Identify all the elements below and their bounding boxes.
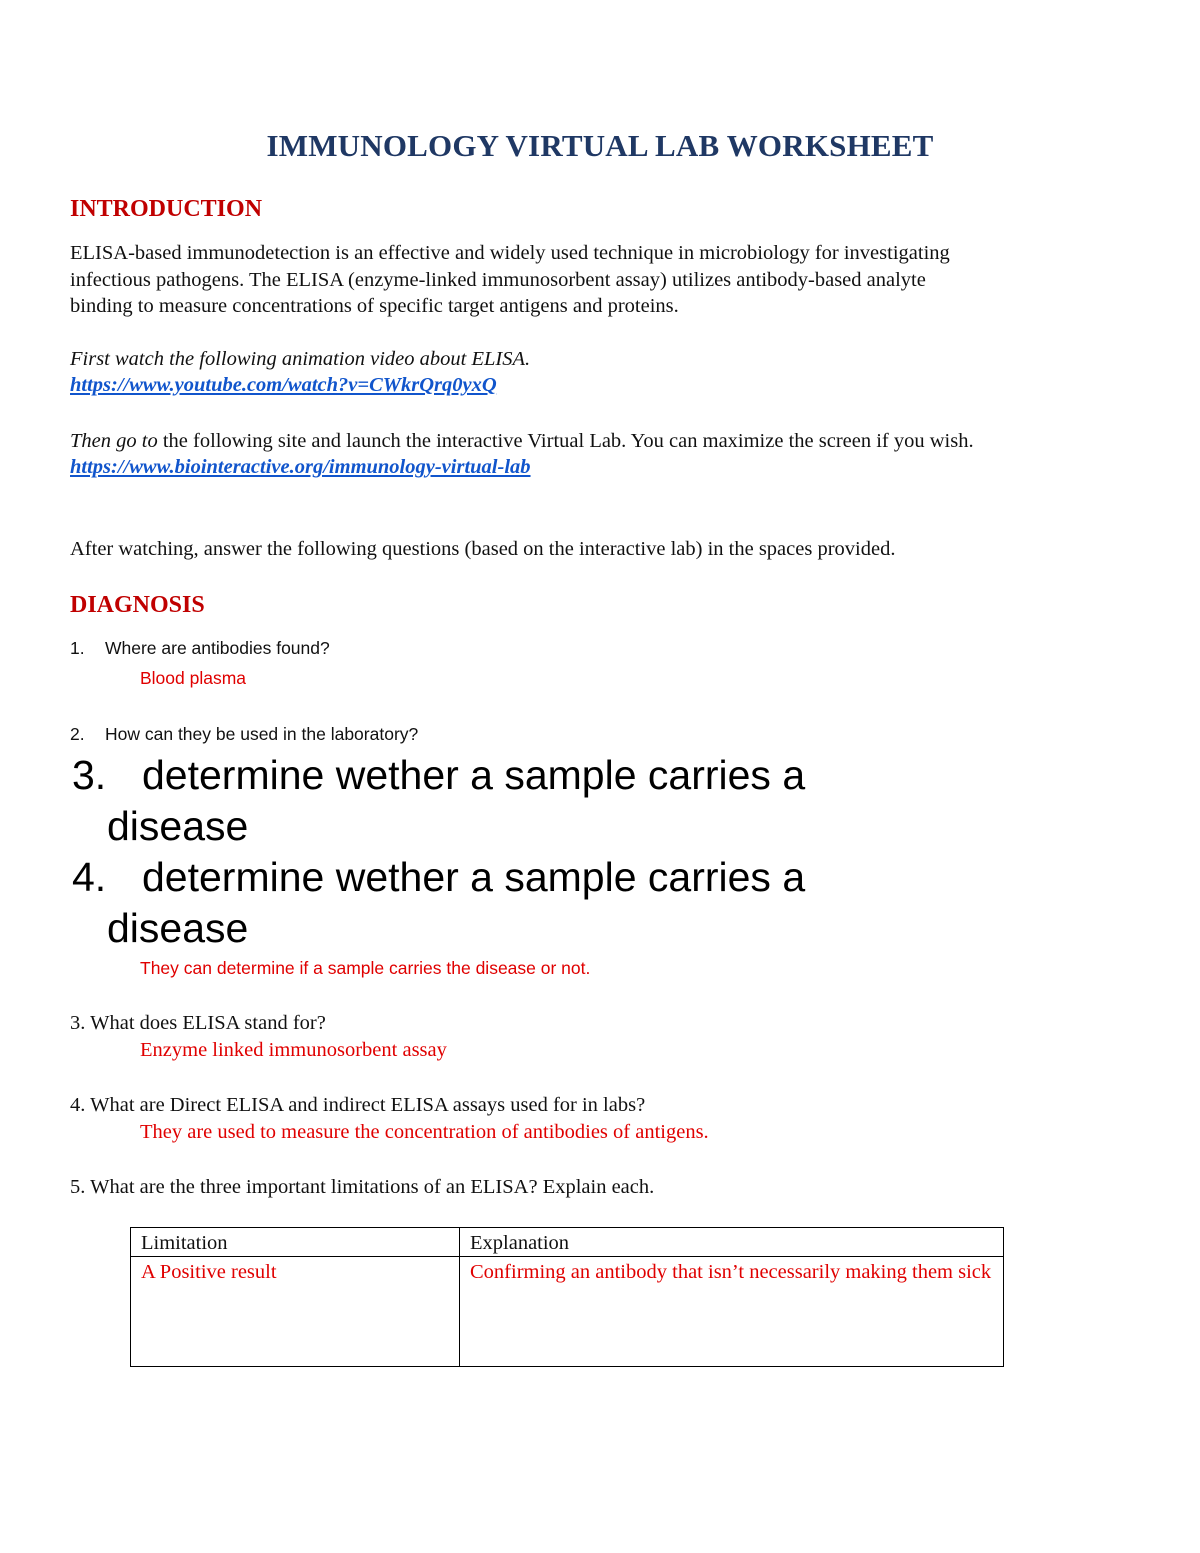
intro-line-1: ELISA-based immunodetection is an effective and widely used technique in microbiology for investigating <box>70 242 950 264</box>
big-item-4-number: 4. <box>72 854 107 900</box>
question-2-number: 2. <box>70 724 85 744</box>
lab-link[interactable]: https://www.biointeractive.org/immunology-virtual-lab <box>70 456 531 478</box>
question-2-text: How can they be used in the laboratory? <box>105 724 419 744</box>
question-1 <box>70 638 330 659</box>
question-2 <box>70 724 418 745</box>
big-item-3 <box>72 750 1072 852</box>
big-item-3-line2: disease <box>107 803 249 849</box>
table-header-row <box>131 1228 1004 1257</box>
big-item-4-line2: disease <box>107 905 249 951</box>
page-title: IMMUNOLOGY VIRTUAL LAB WORKSHEET <box>266 128 934 163</box>
question-1-text: Where are antibodies found? <box>105 638 330 658</box>
limitations-table <box>130 1227 1004 1367</box>
intro-line-2: infectious pathogens. The ELISA (enzyme-linked immunosorbent assay) utilizes antibody-based analyte <box>70 268 926 291</box>
big-item-4-line1: determine wether a sample carries a <box>142 854 806 900</box>
table-header-explanation: Explanation <box>460 1228 1004 1257</box>
big-item-4 <box>72 852 1072 954</box>
table-cell-limitation: A Positive result <box>131 1257 460 1367</box>
table-row <box>131 1257 1004 1367</box>
answer-3: Enzyme linked immunosorbent assay <box>140 1039 447 1061</box>
table-cell-explanation: Confirming an antibody that isn’t necessarily making them sick <box>460 1257 1004 1367</box>
diagnosis-heading: DIAGNOSIS <box>70 592 205 618</box>
question-3: 3. What does ELISA stand for? <box>70 1012 326 1034</box>
question-5: 5. What are the three important limitations of an ELISA? Explain each. <box>70 1176 655 1198</box>
answer-1: Blood plasma <box>140 668 247 688</box>
big-item-3-number: 3. <box>72 752 107 798</box>
video-instruction: First watch the following animation video about ELISA. <box>70 348 531 370</box>
answer-2: They can determine if a sample carries the disease or not. <box>140 958 591 978</box>
big-item-3-line1: determine wether a sample carries a <box>142 752 806 798</box>
question-4: 4. What are Direct ELISA and indirect ELISA assays used for in labs? <box>70 1094 646 1116</box>
video-link[interactable]: https://www.youtube.com/watch?v=CWkrQrq0yxQ <box>70 374 497 396</box>
question-1-number: 1. <box>70 638 85 658</box>
answer-4: They are used to measure the concentration of antibodies of antigens. <box>140 1121 709 1143</box>
lab-instruction-italic: Then go to <box>70 430 158 452</box>
introduction-heading: INTRODUCTION <box>70 196 263 222</box>
table-header-limitation: Limitation <box>131 1228 460 1257</box>
lab-instruction-rest: the following site and launch the interactive Virtual Lab. You can maximize the screen if you wish. <box>157 430 974 452</box>
lab-instruction <box>70 428 1140 455</box>
after-watching-text: After watching, answer the following questions (based on the interactive lab) in the spaces provided. <box>70 538 896 560</box>
intro-line-3: binding to measure concentrations of specific target antigens and proteins. <box>70 295 679 317</box>
introduction-paragraph <box>70 240 1140 320</box>
